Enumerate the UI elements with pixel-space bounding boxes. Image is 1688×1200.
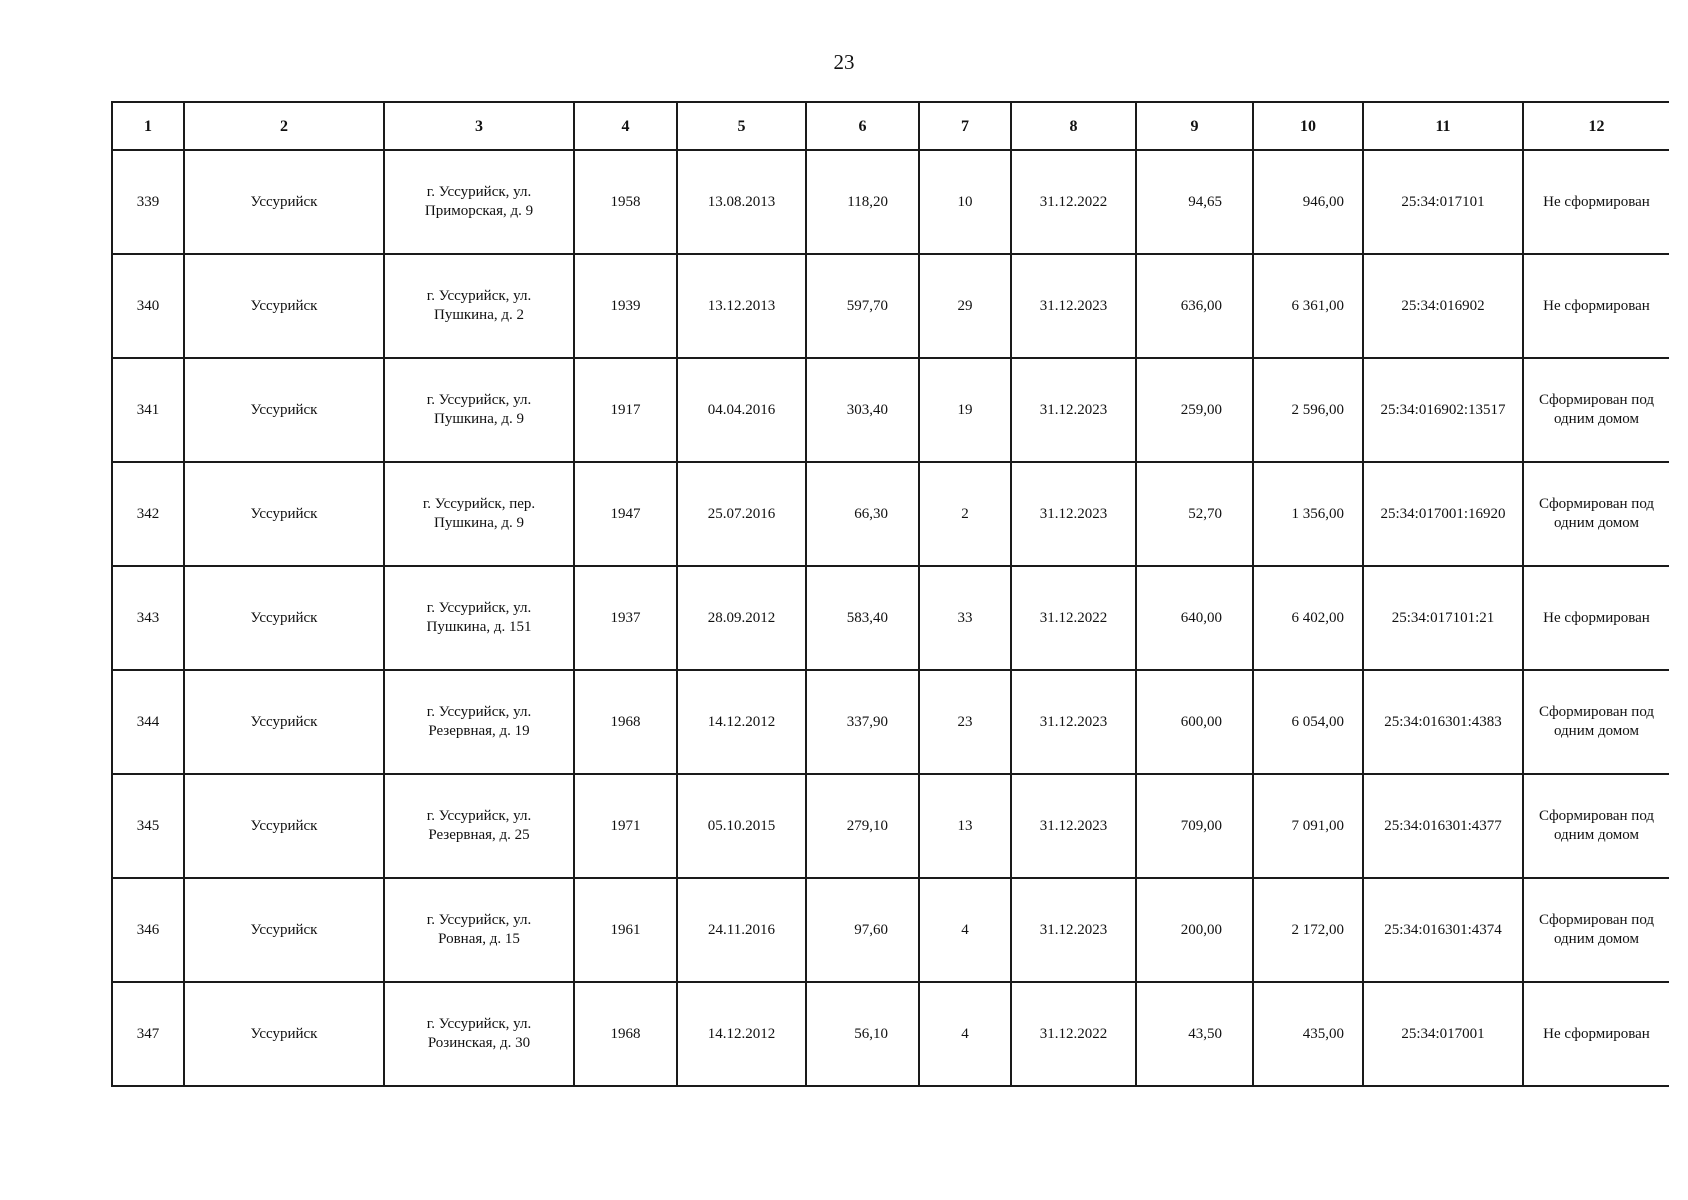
row-number-cell: 342 — [112, 462, 184, 566]
column-header: 7 — [919, 102, 1011, 150]
area-cell: 303,40 — [806, 358, 919, 462]
land-status-cell — [1523, 150, 1669, 254]
table-row — [112, 254, 1669, 358]
year-cell: 1937 — [574, 566, 677, 670]
year-cell: 1958 — [574, 150, 677, 254]
area-cell: 337,90 — [806, 670, 919, 774]
year-cell: 1939 — [574, 254, 677, 358]
address-cell — [384, 462, 574, 566]
status-line-1: Не сформирован — [1543, 193, 1650, 210]
status-line-1: Не сформирован — [1543, 297, 1650, 314]
area-cell: 583,40 — [806, 566, 919, 670]
column-header: 8 — [1011, 102, 1136, 150]
page-number: 23 — [833, 50, 855, 74]
column-10-cell: 7 091,00 — [1253, 774, 1363, 878]
address-cell — [384, 566, 574, 670]
cadastral-number-cell: 25:34:017101 — [1363, 150, 1523, 254]
status-line-1: Сформирован под — [1538, 912, 1655, 928]
table-header-row — [112, 102, 1669, 150]
deadline-cell: 31.12.2023 — [1011, 670, 1136, 774]
settlement-cell: Уссурийск — [184, 566, 384, 670]
column-header: 1 — [112, 102, 184, 150]
address-line-2: Резервная, д. 19 — [428, 723, 530, 739]
address-line-2: Приморская, д. 9 — [424, 203, 534, 219]
column-9-cell: 636,00 — [1136, 254, 1253, 358]
cadastral-number-cell: 25:34:017001:16920 — [1363, 462, 1523, 566]
address-line-2: Пушкина, д. 9 — [433, 515, 524, 531]
land-status-cell — [1523, 670, 1669, 774]
status-line-1: Сформирован под — [1538, 392, 1655, 408]
column-10-cell: 2 172,00 — [1253, 878, 1363, 982]
date-cell: 05.10.2015 — [677, 774, 806, 878]
year-cell: 1947 — [574, 462, 677, 566]
area-cell: 66,30 — [806, 462, 919, 566]
column-header: 3 — [384, 102, 574, 150]
address-cell — [384, 774, 574, 878]
address-line-2: Пушкина, д. 9 — [433, 411, 524, 427]
address-cell — [384, 982, 574, 1086]
table-row — [112, 358, 1669, 462]
address-cell — [384, 670, 574, 774]
status-line-1: Не сформирован — [1543, 1025, 1650, 1042]
address-line-1: г. Уссурийск, ул. — [426, 184, 532, 200]
count-cell: 2 — [919, 462, 1011, 566]
status-line-2: одним домом — [1553, 931, 1640, 947]
row-number-cell: 340 — [112, 254, 184, 358]
row-number-cell: 344 — [112, 670, 184, 774]
address-line-2: Розинская, д. 30 — [427, 1035, 531, 1051]
table-row — [112, 150, 1669, 254]
land-status-cell — [1523, 878, 1669, 982]
count-cell: 4 — [919, 982, 1011, 1086]
table-row — [112, 774, 1669, 878]
status-line-1: Сформирован под — [1538, 704, 1655, 720]
count-cell: 19 — [919, 358, 1011, 462]
area-cell: 97,60 — [806, 878, 919, 982]
cadastral-number-cell: 25:34:017001 — [1363, 982, 1523, 1086]
settlement-cell: Уссурийск — [184, 670, 384, 774]
column-9-cell: 709,00 — [1136, 774, 1253, 878]
land-status-cell — [1523, 358, 1669, 462]
date-cell: 13.12.2013 — [677, 254, 806, 358]
table-row — [112, 462, 1669, 566]
date-cell: 14.12.2012 — [677, 982, 806, 1086]
column-header: 4 — [574, 102, 677, 150]
column-header: 6 — [806, 102, 919, 150]
address-line-1: г. Уссурийск, ул. — [426, 704, 532, 720]
row-number-cell: 341 — [112, 358, 184, 462]
date-cell: 14.12.2012 — [677, 670, 806, 774]
settlement-cell: Уссурийск — [184, 878, 384, 982]
row-number-cell: 347 — [112, 982, 184, 1086]
area-cell: 118,20 — [806, 150, 919, 254]
column-header: 10 — [1253, 102, 1363, 150]
deadline-cell: 31.12.2022 — [1011, 150, 1136, 254]
housing-registry-table — [111, 101, 1669, 1087]
column-10-cell: 2 596,00 — [1253, 358, 1363, 462]
column-header: 5 — [677, 102, 806, 150]
area-cell: 279,10 — [806, 774, 919, 878]
status-line-1: Сформирован под — [1538, 496, 1655, 512]
table-row — [112, 878, 1669, 982]
address-cell — [384, 878, 574, 982]
status-line-2: одним домом — [1553, 723, 1640, 739]
address-line-2: Пушкина, д. 2 — [433, 307, 524, 323]
address-line-1: г. Уссурийск, ул. — [426, 288, 532, 304]
address-cell — [384, 150, 574, 254]
cadastral-number-cell: 25:34:017101:21 — [1363, 566, 1523, 670]
cadastral-number-cell: 25:34:016902:13517 — [1363, 358, 1523, 462]
count-cell: 33 — [919, 566, 1011, 670]
cadastral-number-cell: 25:34:016301:4374 — [1363, 878, 1523, 982]
table-row — [112, 670, 1669, 774]
address-line-2: Ровная, д. 15 — [438, 931, 520, 947]
land-status-cell — [1523, 774, 1669, 878]
settlement-cell: Уссурийск — [184, 462, 384, 566]
address-line-2: Резервная, д. 25 — [428, 827, 530, 843]
column-10-cell: 1 356,00 — [1253, 462, 1363, 566]
status-line-1: Сформирован под — [1538, 808, 1655, 824]
status-line-2: одним домом — [1553, 515, 1640, 531]
cadastral-number-cell: 25:34:016902 — [1363, 254, 1523, 358]
deadline-cell: 31.12.2023 — [1011, 358, 1136, 462]
column-9-cell: 94,65 — [1136, 150, 1253, 254]
deadline-cell: 31.12.2023 — [1011, 774, 1136, 878]
settlement-cell: Уссурийск — [184, 982, 384, 1086]
deadline-cell: 31.12.2023 — [1011, 462, 1136, 566]
date-cell: 25.07.2016 — [677, 462, 806, 566]
deadline-cell: 31.12.2023 — [1011, 254, 1136, 358]
settlement-cell: Уссурийск — [184, 774, 384, 878]
count-cell: 4 — [919, 878, 1011, 982]
address-line-1: г. Уссурийск, ул. — [426, 1016, 532, 1032]
area-cell: 597,70 — [806, 254, 919, 358]
column-10-cell: 6 054,00 — [1253, 670, 1363, 774]
table-row — [112, 982, 1669, 1086]
address-line-1: г. Уссурийск, ул. — [426, 808, 532, 824]
column-9-cell: 640,00 — [1136, 566, 1253, 670]
settlement-cell: Уссурийск — [184, 150, 384, 254]
count-cell: 23 — [919, 670, 1011, 774]
table-body — [112, 150, 1669, 1086]
deadline-cell: 31.12.2023 — [1011, 878, 1136, 982]
address-line-1: г. Уссурийск, ул. — [426, 392, 532, 408]
year-cell: 1968 — [574, 982, 677, 1086]
land-status-cell — [1523, 566, 1669, 670]
year-cell: 1961 — [574, 878, 677, 982]
land-status-cell — [1523, 462, 1669, 566]
column-header: 9 — [1136, 102, 1253, 150]
column-header: 11 — [1363, 102, 1523, 150]
column-9-cell: 600,00 — [1136, 670, 1253, 774]
land-status-cell — [1523, 254, 1669, 358]
year-cell: 1968 — [574, 670, 677, 774]
column-header: 12 — [1523, 102, 1669, 150]
status-line-2: одним домом — [1553, 411, 1640, 427]
cadastral-number-cell: 25:34:016301:4383 — [1363, 670, 1523, 774]
address-line-1: г. Уссурийск, пер. — [422, 496, 536, 512]
column-header: 2 — [184, 102, 384, 150]
address-cell — [384, 358, 574, 462]
deadline-cell: 31.12.2022 — [1011, 982, 1136, 1086]
table-row — [112, 566, 1669, 670]
count-cell: 13 — [919, 774, 1011, 878]
land-status-cell — [1523, 982, 1669, 1086]
row-number-cell: 343 — [112, 566, 184, 670]
date-cell: 28.09.2012 — [677, 566, 806, 670]
address-line-1: г. Уссурийск, ул. — [426, 600, 532, 616]
address-line-2: Пушкина, д. 151 — [426, 619, 532, 635]
count-cell: 29 — [919, 254, 1011, 358]
cadastral-number-cell: 25:34:016301:4377 — [1363, 774, 1523, 878]
row-number-cell: 339 — [112, 150, 184, 254]
column-10-cell: 946,00 — [1253, 150, 1363, 254]
deadline-cell: 31.12.2022 — [1011, 566, 1136, 670]
date-cell: 04.04.2016 — [677, 358, 806, 462]
column-9-cell: 200,00 — [1136, 878, 1253, 982]
row-number-cell: 346 — [112, 878, 184, 982]
date-cell: 13.08.2013 — [677, 150, 806, 254]
year-cell: 1917 — [574, 358, 677, 462]
status-line-2: одним домом — [1553, 827, 1640, 843]
row-number-cell: 345 — [112, 774, 184, 878]
column-9-cell: 43,50 — [1136, 982, 1253, 1086]
area-cell: 56,10 — [806, 982, 919, 1086]
settlement-cell: Уссурийск — [184, 254, 384, 358]
column-10-cell: 435,00 — [1253, 982, 1363, 1086]
column-9-cell: 52,70 — [1136, 462, 1253, 566]
address-line-1: г. Уссурийск, ул. — [426, 912, 532, 928]
count-cell: 10 — [919, 150, 1011, 254]
column-10-cell: 6 402,00 — [1253, 566, 1363, 670]
status-line-1: Не сформирован — [1543, 609, 1650, 626]
date-cell: 24.11.2016 — [677, 878, 806, 982]
column-10-cell: 6 361,00 — [1253, 254, 1363, 358]
address-cell — [384, 254, 574, 358]
column-9-cell: 259,00 — [1136, 358, 1253, 462]
year-cell: 1971 — [574, 774, 677, 878]
settlement-cell: Уссурийск — [184, 358, 384, 462]
